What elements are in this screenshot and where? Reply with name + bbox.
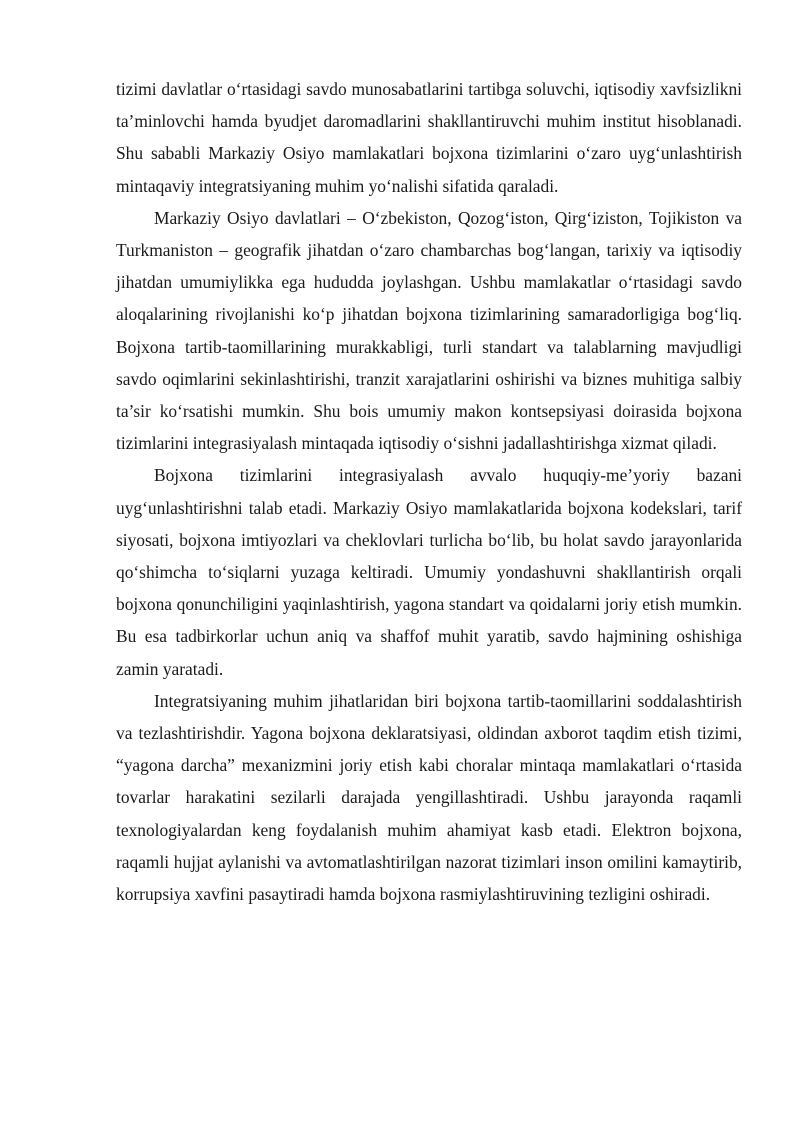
document-page: [116, 73, 742, 910]
paragraph-2: Markaziy Osiyo davlatlari – O‘zbekiston, Qozog‘iston, Qirg‘iziston, Tojikiston va Turkmaniston – geografik jihatdan o‘zaro chambarchas bog‘langan, tarixiy va iqtisodiy jihatdan umumiylikka ega hududda joylashgan. Ushbu mamlakatlar o‘rtasidagi savdo aloqalarining rivojlanishi ko‘p jihatdan bojxona tizimlarining samaradorligiga bog‘liq. Bojxona tartib-taomillarining murakkabligi, turli standart va talablarning mavjudligi savdo oqimlarini sekinlashtirishi, tranzit xarajatlarini oshirishi va biznes muhitiga salbiy ta’sir ko‘rsatishi mumkin. Shu bois umumiy makon kontsepsiyasi doirasida bojxona tizimlarini integrasiyalash mintaqada iqtisodiy o‘sishni jadallashtirishga xizmat qiladi.: [116, 207, 742, 454]
paragraph-4: Integratsiyaning muhim jihatlaridan biri bojxona tartib-taomillarini soddalashtirish va tezlashtirishdir. Yagona bojxona deklaratsiyasi, oldindan axborot taqdim etish tizimi, “yagona darcha” mexanizmini joriy etish kabi choralar mintaqa mamlakatlari o‘rtasida tovarlar harakatini sezilarli darajada yengillashtiradi. Ushbu jarayonda raqamli texnologiyalardan keng foydalanish muhim ahamiyat kasb etadi. Elektron bojxona, raqamli hujjat aylanishi va avtomatlashtirilgan nazorat tizimlari inson omilini kamaytirib, korrupsiya xavfini pasaytiradi hamda bojxona rasmiylashtiruvining tezligini oshiradi.: [116, 690, 742, 905]
paragraph-3: Bojxona tizimlarini integrasiyalash avvalo huquqiy-me’yoriy bazani uyg‘unlashtirishni talab etadi. Markaziy Osiyo mamlakatlarida bojxona kodekslari, tarif siyosati, bojxona imtiyozlari va cheklovlari turlicha bo‘lib, bu holat savdo jarayonlarida qo‘shimcha to‘siqlarni yuzaga keltiradi. Umumiy yondashuvni shakllantirish orqali bojxona qonunchiligini yaqinlashtirish, yagona standart va qoidalarni joriy etish mumkin. Bu esa tadbirkorlar uchun aniq va shaffof muhit yaratib, savdo hajmining oshishiga zamin yaratadi.: [116, 465, 742, 679]
paragraph-1: tizimi davlatlar o‘rtasidagi savdo munosabatlarini tartibga soluvchi, iqtisodiy xavfsizlikni ta’minlovchi hamda byudjet daromadlarini shakllantiruvchi muhim institut hisoblanadi. Shu sababli Markaziy Osiyo mamlakatlari bojxona tizimlarini o‘zaro uyg‘unlashtirish mintaqaviy integratsiyaning muhim yo‘nalishi sifatida qaraladi.: [116, 79, 742, 196]
